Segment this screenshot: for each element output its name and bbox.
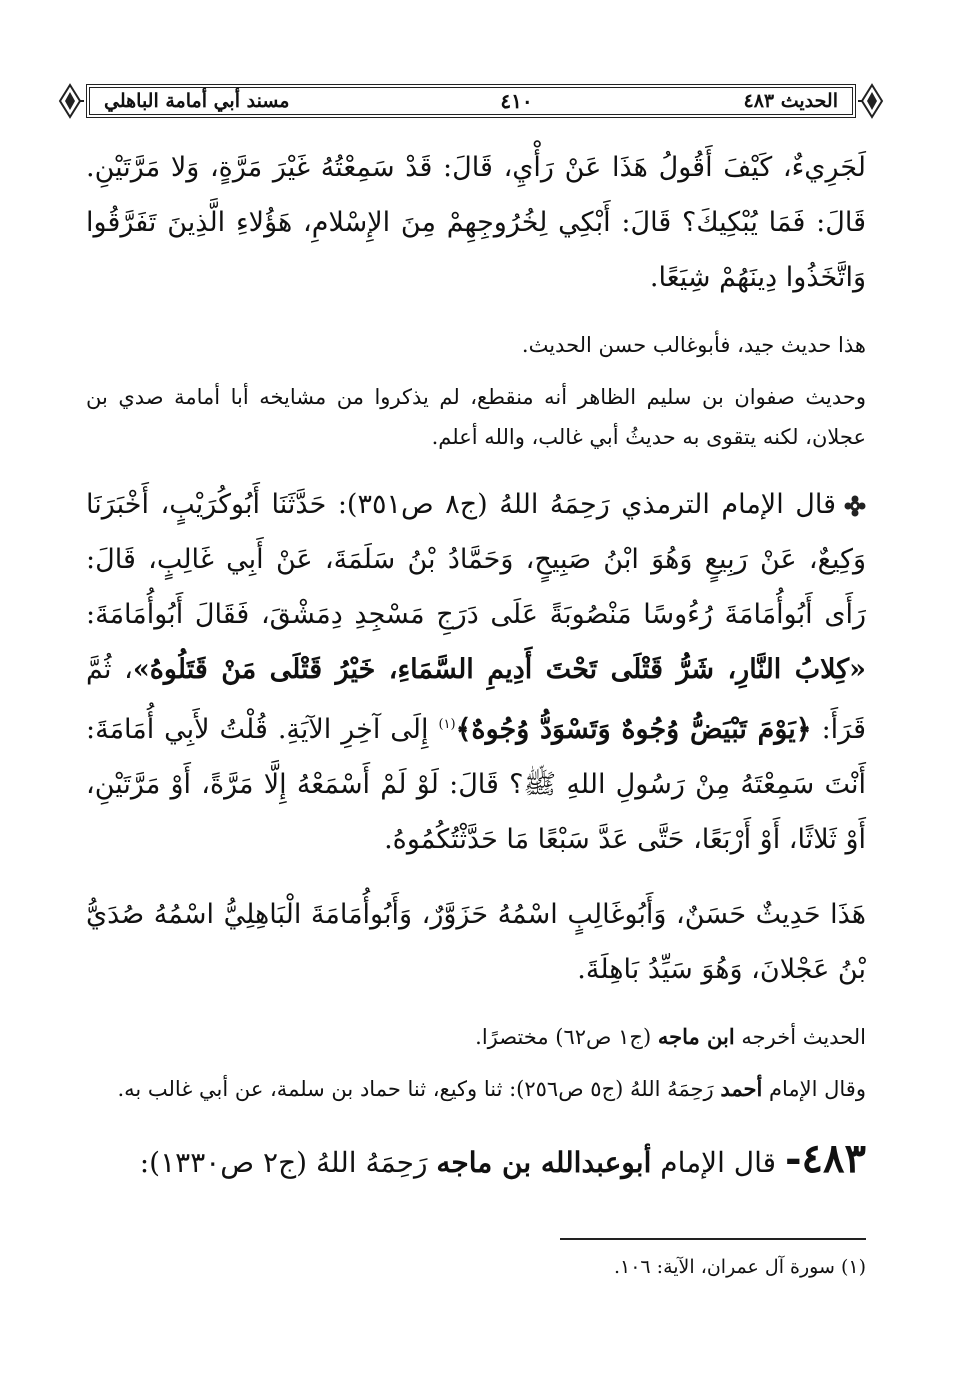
footnote: (١) سورة آل عمران، الآية: ١٠٦. [613,1256,866,1278]
footnote-separator [560,1238,866,1240]
book-title: مسند أبي أمامة الباهلي [104,90,290,112]
page-number: ٤١٠ [500,89,533,113]
narration-connector: ، ثُمَّ قَرَأَ: [86,654,866,745]
tirmidhi-narration [86,477,866,867]
ahmad-source: أحمد [720,1076,763,1101]
tirmidhi-grading: هَذَا حَدِيثٌ حَسَنٌ، وَأَبُوغَالِبٍ اسْمُهُ حَزَوَّرٌ، وَأَبُوأُمَامَةَ الْبَاهِلِيُّ اسْمُهُ صُدَيُّ بْنُ عَجْلانَ، وَهُوَ سَيِّدُ بَاهِلَةَ. [86,899,866,985]
takhrij-ibn-majah [86,1017,866,1057]
takhrij-source: ابن ماجه [657,1024,735,1049]
ahmad-text-a: وقال الإمام [769,1077,866,1101]
footnote-reference: (١) [438,717,456,732]
ahmad-text-b: رَحِمَهُ اللهُ (ج٥ ص٢٥٦): ثنا وكيع، ثنا حماد بن سلمة، عن أبي غالب به. [117,1077,714,1101]
header-bar [88,86,854,116]
flower-bullet-icon [844,495,866,517]
page-body [86,140,866,1193]
narration-rest: إِلَى آخِرِ الآيَةِ. قُلْتُ لأَبِي أُمَامَةَ: أَنْتَ سَمِعْتَهُ مِنْ رَسُولِ اللهِ ﷺ؟ قَالَ: لَوْ لَمْ أَسْمَعْهُ إِلَّا مَرَّةً، أَوْ مَرَّتَيْنِ، أَوْ ثَلاثًا، أَوْ أَرْبَعًا، حَتَّى عَدَّ سَبْعًا مَا حَدَّثْتُكُمُوهُ. [86,714,866,855]
narration-isnad: قال الإمام الترمذي رَحِمَهُ اللهُ (ج٨ ص٣٥١): حَدَّثَنَا أَبُوكُرَيْبٍ، أَخْبَرَنَا وَكِيعٌ، عَنْ رَبِيعٍ وَهُوَ ابْنُ صَبِيحٍ، وَحَمَّادُ بْنُ سَلَمَةَ، عَنْ أَبِي غَالِبٍ، قَالَ: رَأَى أَبُوأُمَامَةَ رُءُوسًا مَنْصُوبَةً عَلَى دَرَجِ مَسْجِدِ دِمَشْقَ، فَقَالَ أَبُوأُمَامَةَ: [86,489,866,630]
takhrij-text-a: الحديث أخرجه [741,1025,866,1049]
heading-imam: أبوعبدالله بن ماجه [436,1146,652,1179]
takhrij-ahmad [86,1069,866,1109]
commentary-paragraph: وحديث صفوان بن سليم الظاهر أنه منقطع، لم يذكروا من مشايخه أبا أمامة صدي بن عجلان، لكنه يتقوى به حديثُ أبي غالب، والله أعلم. [86,385,866,449]
hadith-heading [86,1129,866,1193]
running-header [58,80,884,122]
hadith-text-continuation: لَجَرِيءٌ، كَيْفَ أَقُولُ هَذَا عَنْ رَأْيِ، قَالَ: قَدْ سَمِعْتُهُ غَيْرَ مَرَّةٍ، وَلا مَرَّتَيْنِ. قَالَ: فَمَا يُبْكِيكَ؟ قَالَ: أَبْكِي لِخُرُوجِهِمْ مِنَ الإِسْلامِ، هَؤُلاءِ الَّذِينَ تَفَرَّقُوا وَاتَّخَذُوا دِينَهُمْ شِيَعًا. [86,152,866,293]
header-ornament-left-icon [58,80,84,122]
grading-paragraph: هذا حديث جيد، فأبوغالب حسن الحديث. [521,333,866,357]
quran-verse: ﴿يَوْمَ تَبْيَضُّ وُجُوهٌ وَتَسْوَدُّ وُجُوهٌ﴾ [455,714,812,745]
hadith-number: ٤٨٣ [801,1135,866,1182]
hadith-dash: - [784,1135,802,1182]
narration-matn: «كِلابُ النَّارِ، شَرُّ قَتْلَى تَحْتَ أَدِيمِ السَّمَاءِ، خَيْرُ قَتْلَى مَنْ قَتَلُوهُ» [132,654,866,685]
header-ornament-right-icon [858,80,884,122]
heading-text-b: رَحِمَهُ اللهُ (ج٢ ص١٣٣٠): [139,1146,428,1179]
header-hadith-label: الحديث ٤٨٣ [743,90,838,112]
heading-text-a: قال الإمام [660,1146,777,1179]
takhrij-text-b: (ج١ ص٦٢) مختصرًا. [475,1025,652,1049]
